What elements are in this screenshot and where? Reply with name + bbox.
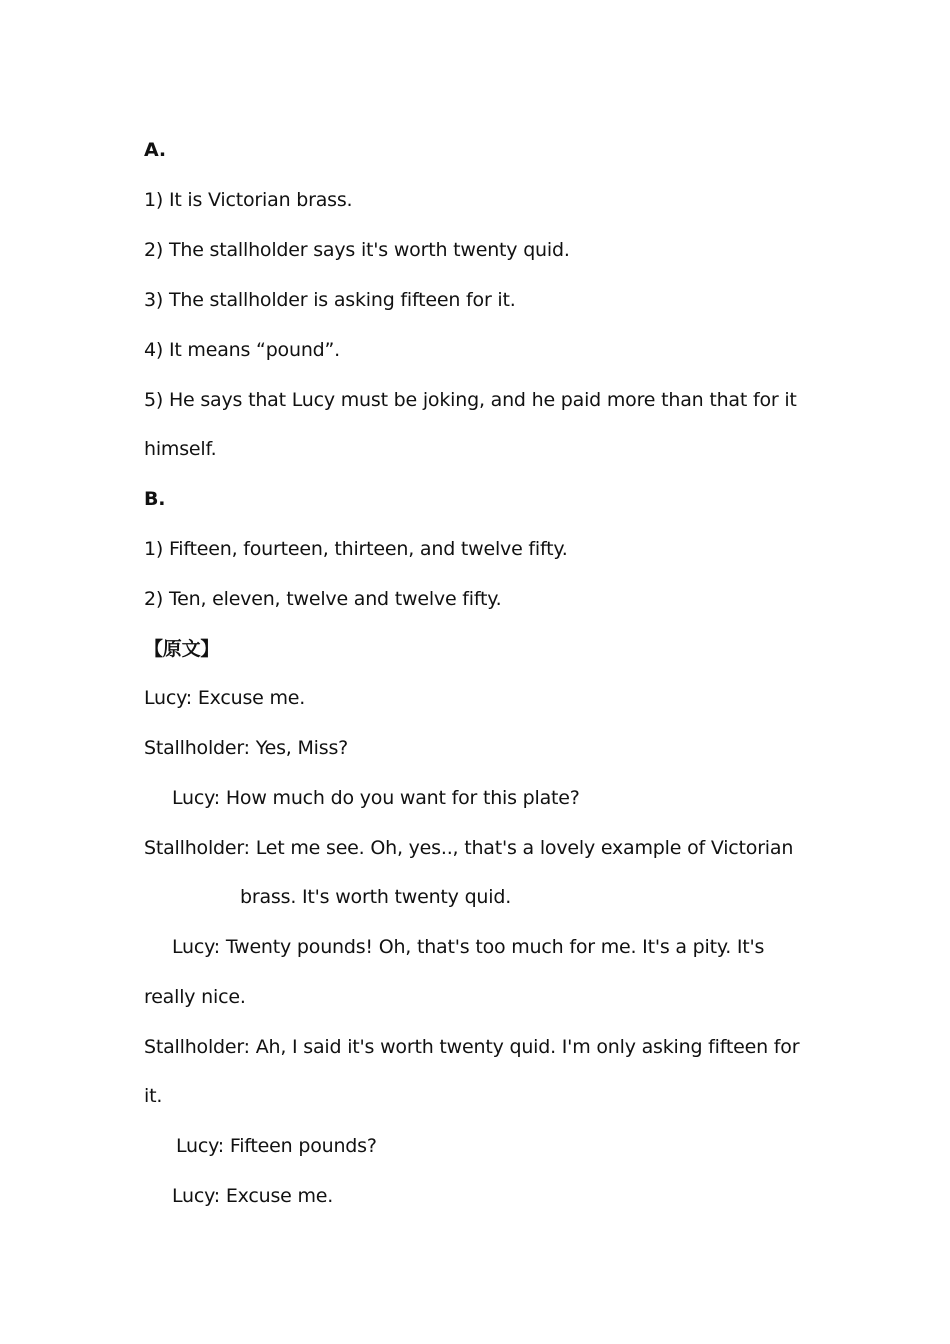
- transcript-line: Lucy: How much do you want for this plate?: [172, 787, 580, 809]
- answer-a-5: 5) He says that Lucy must be joking, and he paid more than that for it: [144, 389, 797, 411]
- transcript-line: Stallholder: Let me see. Oh, yes.., that's a lovely example of Victorian: [144, 837, 794, 859]
- section-a-heading: A.: [144, 139, 166, 161]
- transcript-heading: 【原文】: [144, 638, 220, 660]
- answer-a-2: 2) The stallholder says it's worth twenty quid.: [144, 239, 570, 261]
- transcript-line: it.: [144, 1085, 163, 1107]
- answer-a-1: 1) It is Victorian brass.: [144, 189, 353, 211]
- transcript-line: brass. It's worth twenty quid.: [240, 886, 512, 908]
- transcript-line: Lucy: Fifteen pounds?: [176, 1135, 377, 1157]
- transcript-line: Lucy: Twenty pounds! Oh, that's too much for me. It's a pity. It's: [172, 936, 765, 958]
- section-b-heading: B.: [144, 488, 166, 510]
- answer-a-4: 4) It means “pound”.: [144, 339, 341, 361]
- answer-a-5-continued: himself.: [144, 438, 217, 460]
- answer-a-3: 3) The stallholder is asking fifteen for it.: [144, 289, 516, 311]
- answer-b-1: 1) Fifteen, fourteen, thirteen, and twelve fifty.: [144, 538, 568, 560]
- transcript-line: really nice.: [144, 986, 246, 1008]
- transcript-line: Lucy: Excuse me.: [172, 1185, 334, 1207]
- answer-b-2: 2) Ten, eleven, twelve and twelve fifty.: [144, 588, 502, 610]
- transcript-line: Stallholder: Yes, Miss?: [144, 737, 349, 759]
- transcript-line: Lucy: Excuse me.: [144, 687, 306, 709]
- transcript-line: Stallholder: Ah, I said it's worth twenty quid. I'm only asking fifteen for: [144, 1036, 800, 1058]
